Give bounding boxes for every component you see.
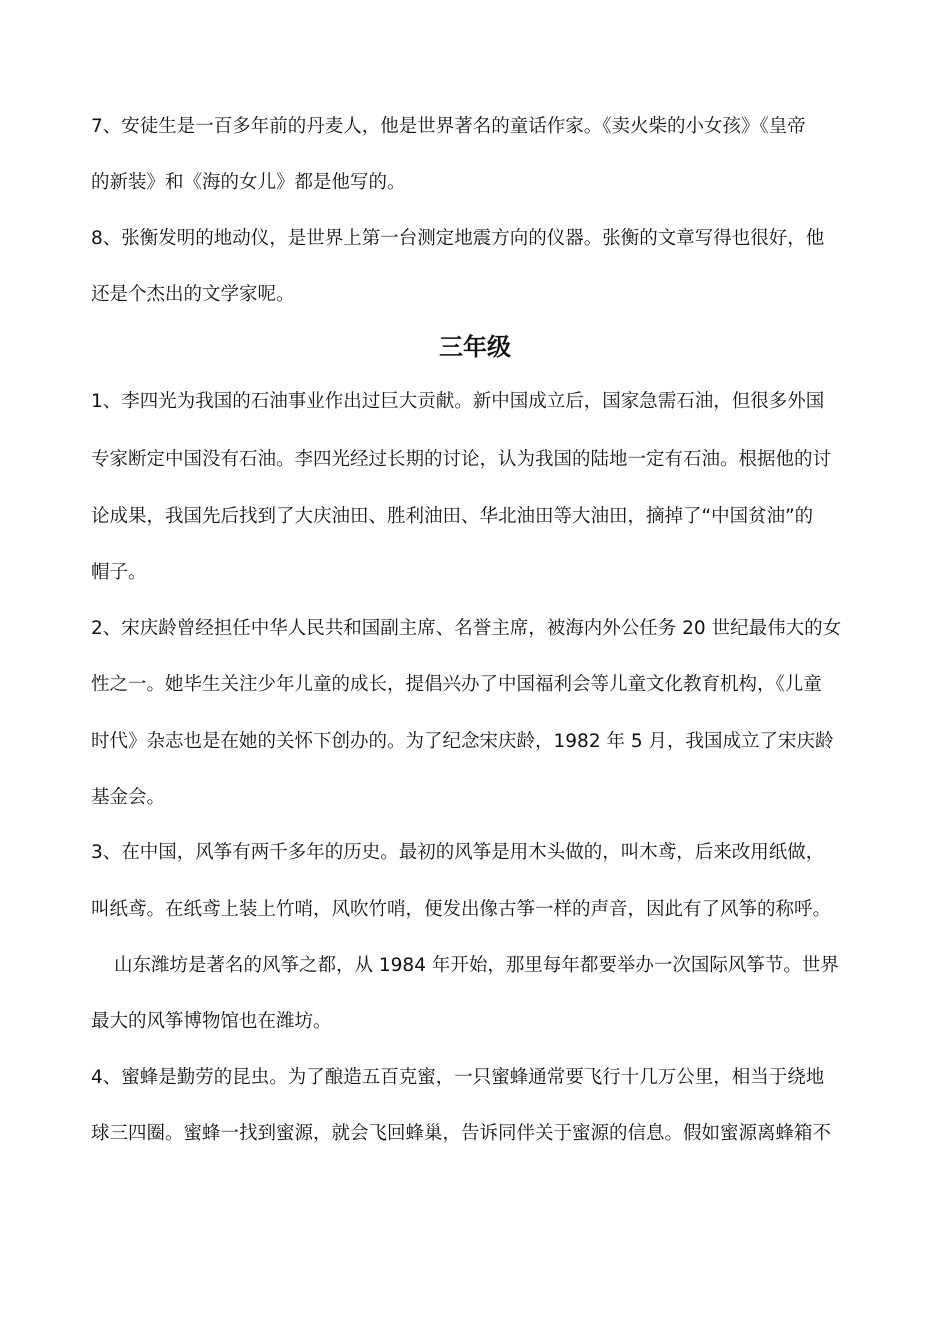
- paragraph-line: 专家断定中国没有石油。李四光经过长期的讨论，认为我国的陆地一定有石油。根据他的讨: [91, 449, 832, 470]
- paragraph-line: 叫纸鸢。在纸鸢上装上竹哨，风吹竹哨，便发出像古筝一样的声音，因此有了风筝的称呼。: [91, 899, 832, 920]
- paragraph-line: 性之一。她毕生关注少年儿童的成长，提倡兴办了中国福利会等儿童文化教育机构，《儿童: [91, 674, 822, 695]
- paragraph-line: 帽子。: [91, 562, 147, 583]
- paragraph-line: 还是个杰出的文学家呢。: [91, 284, 295, 305]
- paragraph-line: 2、宋庆龄曾经担任中华人民共和国副主席、名誉主席，被海内外公任务 20 世纪最伟大的女: [91, 618, 842, 639]
- section-title: 三年级: [439, 333, 511, 361]
- paragraph-line: 3、在中国，风筝有两千多年的历史。最初的风筝是用木头做的，叫木鸢，后来改用纸做，: [91, 842, 825, 863]
- paragraph-line: 4、蜜蜂是勤劳的昆虫。为了酿造五百克蜜，一只蜜蜂通常要飞行十几万公里，相当于绕地: [91, 1067, 825, 1088]
- paragraph-line: 时代》杂志也是在她的关怀下创办的。为了纪念宋庆龄，1982 年 5 月，我国成立了宋庆龄: [91, 731, 834, 752]
- paragraph-line: 球三四圈。蜜蜂一找到蜜源，就会飞回蜂巢，告诉同伴关于蜜源的信息。假如蜜源离蜂箱不: [91, 1123, 832, 1144]
- paragraph-line: 山东潍坊是著名的风筝之都，从 1984 年开始，那里每年都要举办一次国际风筝节。世界: [114, 955, 839, 976]
- paragraph-line: 7、安徒生是一百多年前的丹麦人，他是世界著名的童话作家。《卖火柴的小女孩》《皇帝: [91, 116, 806, 137]
- paragraph-line: 8、张衡发明的地动仪，是世界上第一台测定地震方向的仪器。张衡的文章写得也很好，他: [91, 228, 825, 249]
- paragraph-line: 的新装》和《海的女儿》都是他写的。: [91, 172, 406, 193]
- paragraph-line: 论成果，我国先后找到了大庆油田、胜利油田、华北油田等大油田，摘掉了“中国贫油”的: [91, 506, 814, 527]
- paragraph-line: 基金会。: [91, 787, 166, 808]
- paragraph-line: 1、李四光为我国的石油事业作出过巨大贡献。新中国成立后，国家急需石油，但很多外国: [91, 391, 825, 412]
- paragraph-line: 最大的风筝博物馆也在潍坊。: [91, 1011, 332, 1032]
